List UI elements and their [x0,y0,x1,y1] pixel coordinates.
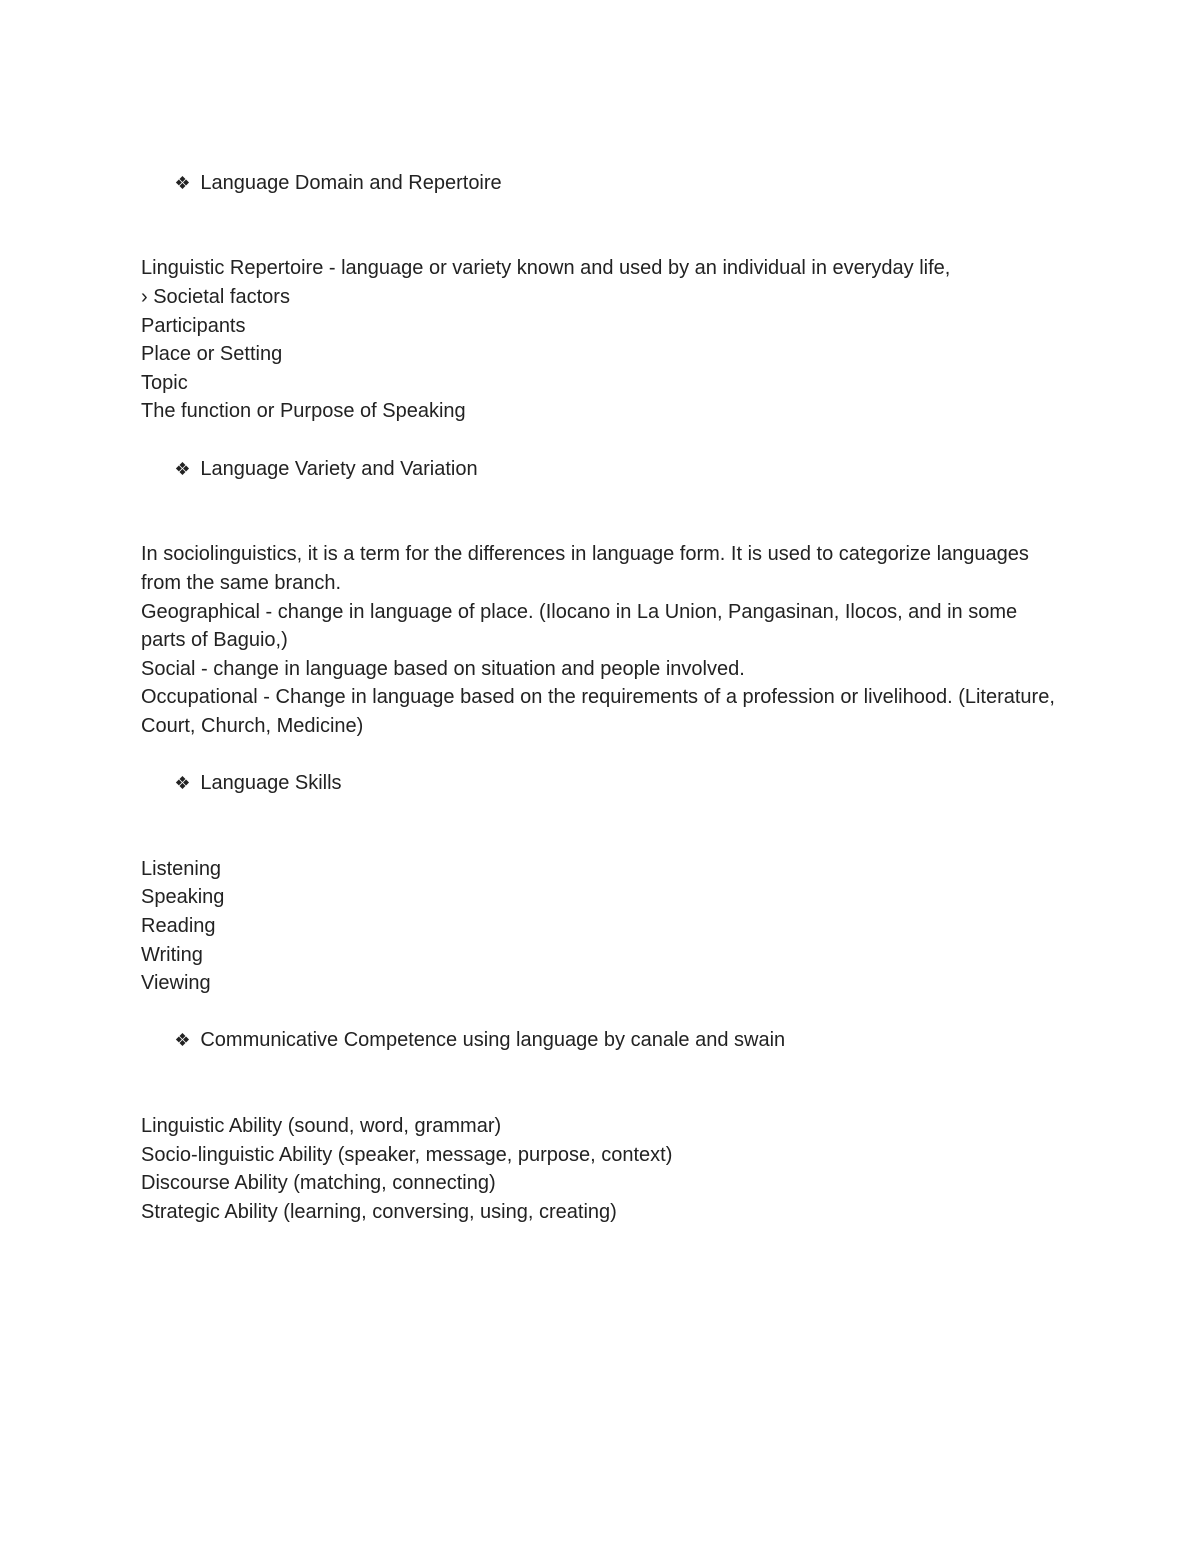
paragraph: Linguistic Repertoire - language or variety known and used by an individual in everyday life, [141,257,951,280]
section-title: Language Domain and Repertoire [200,171,502,194]
paragraph: Writing [141,943,203,966]
section-title: Communicative Competence using language by canale and swain [200,1029,786,1052]
diamond-bullet-icon: ❖ [174,458,191,479]
paragraph: Linguistic Ability (sound, word, grammar) [141,1115,502,1138]
paragraph: Socio-linguistic Ability (speaker, message, purpose, context) [141,1143,673,1166]
diamond-bullet-icon: ❖ [174,1030,191,1051]
document-body [141,140,1061,1227]
paragraph: Viewing [141,972,211,995]
paragraph: Reading [141,915,216,938]
paragraph: Speaking [141,886,225,909]
paragraph: Participants [141,314,246,337]
paragraph: Social - change in language based on situation and people involved. [141,657,745,680]
paragraph: Topic [141,371,188,394]
section-heading-domain [141,140,1061,226]
section-heading-competence [141,998,1061,1084]
paragraph: Occupational - Change in language based on the requirements of a profession or livelihood. (Literature, Court, Church, Medicine) [141,686,1055,737]
paragraph: › Societal factors [141,285,290,308]
section-title: Language Variety and Variation [200,457,478,480]
paragraph: Place or Setting [141,343,283,366]
blank-line [141,1084,1061,1113]
diamond-bullet-icon: ❖ [174,773,191,794]
diamond-bullet-icon: ❖ [174,172,191,193]
section-heading-skills [141,740,1061,826]
blank-line [141,826,1061,855]
paragraph: In sociolinguistics, it is a term for the differences in language form. It is used to categorize languages from the same branch. [141,543,1029,594]
paragraph: Strategic Ability (learning, conversing, using, creating) [141,1200,617,1223]
section-title: Language Skills [200,772,342,795]
blank-line [141,226,1061,255]
section-heading-variety [141,426,1061,512]
paragraph: The function or Purpose of Speaking [141,400,466,423]
paragraph: Discourse Ability (matching, connecting) [141,1172,496,1195]
blank-line [141,512,1061,541]
paragraph: Listening [141,857,222,880]
paragraph: Geographical - change in language of place. (Ilocano in La Union, Pangasinan, Ilocos, and in some parts of Baguio,) [141,600,1018,652]
